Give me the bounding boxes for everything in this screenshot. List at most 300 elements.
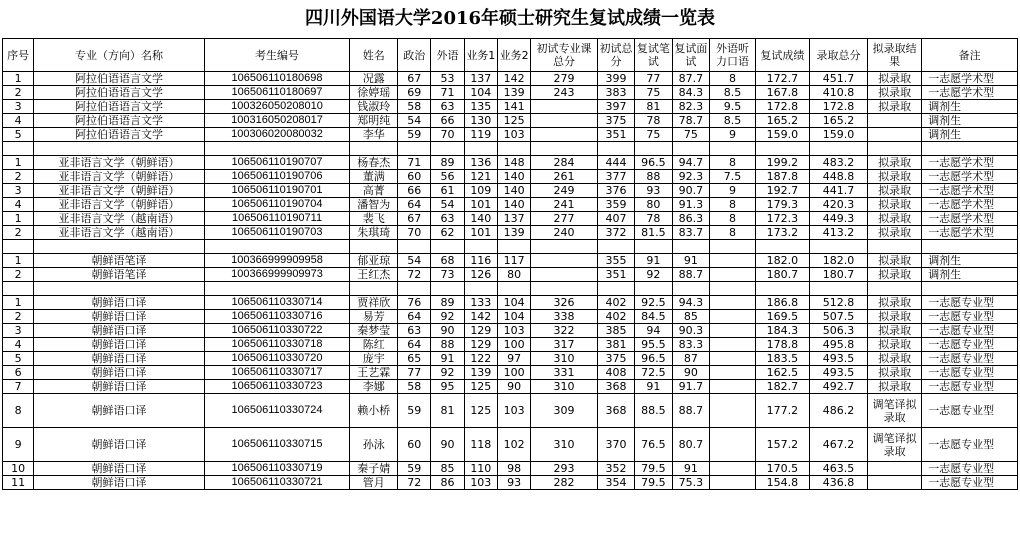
table-cell: 165.2 (755, 114, 809, 128)
table-cell: 59 (398, 128, 431, 142)
table-row (3, 268, 1018, 282)
table-cell: 况露 (350, 72, 398, 86)
table-cell: 293 (531, 462, 598, 476)
table-cell: 拟录取 (868, 212, 922, 226)
table-cell: 朝鲜语口译 (34, 462, 205, 476)
table-cell: 376 (597, 184, 634, 198)
table-cell: 88 (431, 338, 464, 352)
table-cell: 449.3 (809, 212, 867, 226)
table-cell: 调剂生 (922, 114, 1018, 128)
table-cell: 72.5 (635, 366, 672, 380)
table-cell: 507.5 (809, 310, 867, 324)
table-cell: 83.3 (672, 338, 709, 352)
table-cell: 106506110190701 (204, 184, 350, 198)
table-cell: 71 (431, 86, 464, 100)
table-cell: 182.7 (755, 380, 809, 394)
table-cell: 103 (497, 128, 530, 142)
empty-cell (431, 142, 464, 156)
empty-cell (755, 240, 809, 254)
table-cell: 351 (597, 128, 634, 142)
table-cell: 351 (597, 268, 634, 282)
table-cell: 407 (597, 212, 634, 226)
table-cell: 62 (431, 226, 464, 240)
table-cell: 87.7 (672, 72, 709, 86)
table-cell: 拟录取 (868, 254, 922, 268)
table-cell: 91 (635, 380, 672, 394)
table-row (3, 128, 1018, 142)
table-cell: 调剂生 (922, 254, 1018, 268)
table-cell: 103 (464, 476, 497, 490)
table-cell: 秦子婧 (350, 462, 398, 476)
table-cell: 1 (3, 212, 34, 226)
table-cell: 亚非语言文学（越南语） (34, 226, 205, 240)
table-cell: 董满 (350, 170, 398, 184)
table-cell: 王艺霖 (350, 366, 398, 380)
empty-cell (350, 282, 398, 296)
table-cell: 84.5 (635, 310, 672, 324)
table-cell: 80.7 (672, 428, 709, 462)
table-cell: 139 (497, 226, 530, 240)
table-cell (710, 462, 756, 476)
empty-cell (497, 142, 530, 156)
table-cell: 拟录取 (868, 324, 922, 338)
table-cell: 64 (398, 310, 431, 324)
table-cell: 一志愿专业型 (922, 380, 1018, 394)
table-cell: 372 (597, 226, 634, 240)
empty-cell (922, 282, 1018, 296)
empty-cell (497, 282, 530, 296)
table-cell: 92 (431, 366, 464, 380)
table-cell: 朝鲜语口译 (34, 310, 205, 324)
table-cell (710, 324, 756, 338)
table-cell: 92.3 (672, 170, 709, 184)
empty-cell (350, 142, 398, 156)
table-cell: 54 (431, 198, 464, 212)
table-cell: 2 (3, 268, 34, 282)
table-cell: 钱淑玲 (350, 100, 398, 114)
table-row (3, 72, 1018, 86)
table-cell: 420.3 (809, 198, 867, 212)
table-cell: 106506110190703 (204, 226, 350, 240)
table-cell: 53 (431, 72, 464, 86)
table-cell: 368 (597, 394, 634, 428)
table-cell: 3 (3, 324, 34, 338)
column-header: 外语听力口语 (710, 39, 756, 72)
empty-cell (597, 142, 634, 156)
table-cell: 一志愿学术型 (922, 72, 1018, 86)
table-cell: 159.0 (809, 128, 867, 142)
table-cell: 106506110190707 (204, 156, 350, 170)
empty-cell (398, 142, 431, 156)
table-cell: 284 (531, 156, 598, 170)
table-cell: 172.8 (809, 100, 867, 114)
table-row (3, 184, 1018, 198)
table-cell (710, 380, 756, 394)
table-cell: 106506110190706 (204, 170, 350, 184)
table-cell: 朝鲜语口译 (34, 428, 205, 462)
column-header: 复试成绩 (755, 39, 809, 72)
table-cell: 徐婷瑶 (350, 86, 398, 100)
table-row (3, 310, 1018, 324)
table-cell: 58 (398, 380, 431, 394)
table-cell: 100306020080032 (204, 128, 350, 142)
table-cell: 6 (3, 366, 34, 380)
empty-cell (868, 142, 922, 156)
table-cell: 78 (635, 114, 672, 128)
empty-cell (755, 142, 809, 156)
table-cell: 135 (464, 100, 497, 114)
table-cell: 397 (597, 100, 634, 114)
table-cell: 94.3 (672, 296, 709, 310)
table-cell: 463.5 (809, 462, 867, 476)
table-cell: 106506110330715 (204, 428, 350, 462)
table-cell: 101 (464, 226, 497, 240)
table-cell: 调笔译拟录取 (868, 394, 922, 428)
table-cell: 90 (497, 380, 530, 394)
table-cell: 7.5 (710, 170, 756, 184)
table-cell: 4 (3, 338, 34, 352)
table-cell: 一志愿专业型 (922, 428, 1018, 462)
table-cell: 秦梦莹 (350, 324, 398, 338)
empty-cell (710, 240, 756, 254)
table-cell: 91.7 (672, 380, 709, 394)
table-cell (710, 476, 756, 490)
table-cell: 75 (672, 128, 709, 142)
empty-cell (531, 282, 598, 296)
empty-cell (635, 282, 672, 296)
table-cell: 77 (635, 72, 672, 86)
table-cell: 103 (497, 394, 530, 428)
table-cell: 182.0 (809, 254, 867, 268)
table-cell (710, 254, 756, 268)
table-cell: 106506110190704 (204, 198, 350, 212)
table-cell: 100366999909958 (204, 254, 350, 268)
column-header: 专业（方向）名称 (34, 39, 205, 72)
table-cell: 调笔译拟录取 (868, 428, 922, 462)
empty-cell (809, 282, 867, 296)
table-cell: 100316050208017 (204, 114, 350, 128)
table-cell (710, 394, 756, 428)
table-cell: 高菁 (350, 184, 398, 198)
table-cell (710, 366, 756, 380)
empty-cell (204, 142, 350, 156)
table-cell: 165.2 (809, 114, 867, 128)
column-header: 录取总分 (809, 39, 867, 72)
table-cell: 167.8 (755, 86, 809, 100)
table-cell: 54 (398, 114, 431, 128)
table-row (3, 476, 1018, 490)
table-cell: 136 (464, 156, 497, 170)
table-cell: 90 (431, 428, 464, 462)
table-cell: 79.5 (635, 476, 672, 490)
table-cell: 110 (464, 462, 497, 476)
table-cell: 63 (398, 324, 431, 338)
table-cell: 493.5 (809, 352, 867, 366)
table-cell: 322 (531, 324, 598, 338)
table-row (3, 366, 1018, 380)
table-cell: 阿拉伯语语言文学 (34, 114, 205, 128)
table-row (3, 380, 1018, 394)
table-cell: 383 (597, 86, 634, 100)
table-cell: 9.5 (710, 100, 756, 114)
table-cell: 朱琪琦 (350, 226, 398, 240)
table-cell: 142 (497, 72, 530, 86)
table-cell: 一志愿专业型 (922, 338, 1018, 352)
empty-cell (398, 282, 431, 296)
table-cell: 410.8 (809, 86, 867, 100)
table-cell: 8 (710, 226, 756, 240)
table-cell: 148 (497, 156, 530, 170)
table-cell: 朝鲜语口译 (34, 394, 205, 428)
table-cell: 486.2 (809, 394, 867, 428)
table-cell: 88 (635, 170, 672, 184)
table-cell: 91.3 (672, 198, 709, 212)
table-cell: 436.8 (809, 476, 867, 490)
table-cell: 88.7 (672, 394, 709, 428)
column-header: 外语 (431, 39, 464, 72)
table-cell: 106506110330717 (204, 366, 350, 380)
spacer-row (3, 240, 1018, 254)
table-cell: 陈红 (350, 338, 398, 352)
table-cell: 377 (597, 170, 634, 184)
table-cell: 76 (398, 296, 431, 310)
column-header: 业务1 (464, 39, 497, 72)
empty-cell (431, 282, 464, 296)
table-cell (531, 128, 598, 142)
table-cell: 1 (3, 156, 34, 170)
spacer-row (3, 142, 1018, 156)
table-cell: 104 (464, 86, 497, 100)
empty-cell (3, 142, 34, 156)
table-row (3, 338, 1018, 352)
table-cell: 易芳 (350, 310, 398, 324)
empty-cell (635, 240, 672, 254)
table-cell: 拟录取 (868, 338, 922, 352)
table-row (3, 352, 1018, 366)
table-cell: 126 (464, 268, 497, 282)
table-cell: 467.2 (809, 428, 867, 462)
table-cell: 一志愿学术型 (922, 212, 1018, 226)
column-header: 初试总分 (597, 39, 634, 72)
empty-cell (531, 142, 598, 156)
table-cell: 朝鲜语口译 (34, 324, 205, 338)
table-cell: 86.3 (672, 212, 709, 226)
table-cell: 106506110330714 (204, 296, 350, 310)
table-cell: 91 (635, 254, 672, 268)
table-row (3, 212, 1018, 226)
empty-cell (597, 240, 634, 254)
table-cell: 93 (635, 184, 672, 198)
table-cell: 90.3 (672, 324, 709, 338)
table-cell: 177.2 (755, 394, 809, 428)
table-cell: 186.8 (755, 296, 809, 310)
empty-cell (922, 142, 1018, 156)
empty-cell (398, 240, 431, 254)
table-cell: 125 (497, 114, 530, 128)
spacer-row (3, 282, 1018, 296)
table-cell: 180.7 (809, 268, 867, 282)
table-cell: 139 (497, 86, 530, 100)
table-cell: 352 (597, 462, 634, 476)
table-cell: 2 (3, 170, 34, 184)
table-cell: 451.7 (809, 72, 867, 86)
table-cell: 385 (597, 324, 634, 338)
table-cell: 1 (3, 296, 34, 310)
table-cell: 249 (531, 184, 598, 198)
table-cell: 279 (531, 72, 598, 86)
table-cell: 492.7 (809, 380, 867, 394)
table-cell: 3 (3, 184, 34, 198)
table-cell: 李娜 (350, 380, 398, 394)
empty-cell (809, 142, 867, 156)
table-cell: 8 (710, 156, 756, 170)
table-cell: 331 (531, 366, 598, 380)
table-cell: 187.8 (755, 170, 809, 184)
table-cell: 65 (398, 352, 431, 366)
column-header: 复试面试 (672, 39, 709, 72)
table-row (3, 254, 1018, 268)
table-cell (710, 352, 756, 366)
empty-cell (431, 240, 464, 254)
table-cell: 调剂生 (922, 100, 1018, 114)
table-cell: 7 (3, 380, 34, 394)
table-cell: 83.7 (672, 226, 709, 240)
table-cell: 朝鲜语笔译 (34, 254, 205, 268)
table-cell: 92 (431, 310, 464, 324)
empty-cell (922, 240, 1018, 254)
table-cell: 118 (464, 428, 497, 462)
table-cell: 59 (398, 394, 431, 428)
table-row (3, 100, 1018, 114)
table-cell: 183.5 (755, 352, 809, 366)
table-cell: 11 (3, 476, 34, 490)
table-cell: 郑明纯 (350, 114, 398, 128)
empty-cell (672, 282, 709, 296)
table-cell: 89 (431, 156, 464, 170)
table-cell: 117 (497, 254, 530, 268)
table-cell: 朝鲜语口译 (34, 352, 205, 366)
column-header: 考生编号 (204, 39, 350, 72)
table-cell: 调剂生 (922, 128, 1018, 142)
table-cell: 92 (635, 268, 672, 282)
empty-cell (464, 142, 497, 156)
table-cell: 60 (398, 170, 431, 184)
table-cell: 72 (398, 268, 431, 282)
table-cell: 104 (497, 310, 530, 324)
empty-cell (531, 240, 598, 254)
column-header: 初试专业课总分 (531, 39, 598, 72)
table-cell: 一志愿专业型 (922, 366, 1018, 380)
table-cell (531, 254, 598, 268)
table-cell: 90 (672, 366, 709, 380)
table-cell: 2 (3, 310, 34, 324)
table-cell: 一志愿学术型 (922, 198, 1018, 212)
table-cell: 拟录取 (868, 366, 922, 380)
table-cell: 170.5 (755, 462, 809, 476)
table-cell: 483.2 (809, 156, 867, 170)
table-cell: 399 (597, 72, 634, 86)
table-cell: 89 (431, 296, 464, 310)
table-cell: 9 (3, 428, 34, 462)
table-cell: 137 (464, 72, 497, 86)
table-cell: 贾祥欣 (350, 296, 398, 310)
table-body (3, 72, 1018, 490)
table-cell: 80 (497, 268, 530, 282)
table-cell: 199.2 (755, 156, 809, 170)
empty-cell (34, 240, 205, 254)
empty-cell (672, 142, 709, 156)
table-cell: 179.3 (755, 198, 809, 212)
table-cell: 76.5 (635, 428, 672, 462)
table-cell: 一志愿专业型 (922, 310, 1018, 324)
table-cell: 70 (398, 226, 431, 240)
table-cell: 78.7 (672, 114, 709, 128)
table-cell: 154.8 (755, 476, 809, 490)
table-cell: 1 (3, 254, 34, 268)
table-cell: 133 (464, 296, 497, 310)
empty-cell (497, 240, 530, 254)
table-cell: 355 (597, 254, 634, 268)
table-cell: 309 (531, 394, 598, 428)
table-cell (868, 462, 922, 476)
table-cell: 亚非语言文学（朝鲜语） (34, 184, 205, 198)
table-cell: 106506110190711 (204, 212, 350, 226)
table-cell: 85 (431, 462, 464, 476)
column-header: 姓名 (350, 39, 398, 72)
table-cell: 拟录取 (868, 268, 922, 282)
header-row (3, 39, 1018, 72)
table-cell: 75.3 (672, 476, 709, 490)
table-cell: 杨春杰 (350, 156, 398, 170)
table-cell: 100 (497, 366, 530, 380)
table-cell: 5 (3, 128, 34, 142)
table-cell: 121 (464, 170, 497, 184)
table-cell: 69 (398, 86, 431, 100)
table-cell (710, 428, 756, 462)
table-cell (868, 476, 922, 490)
table-cell: 241 (531, 198, 598, 212)
empty-cell (464, 240, 497, 254)
column-header: 拟录取结果 (868, 39, 922, 72)
table-cell: 91 (672, 462, 709, 476)
table-cell: 106506110330721 (204, 476, 350, 490)
table-cell: 59 (398, 462, 431, 476)
table-cell: 140 (497, 198, 530, 212)
table-cell: 91 (431, 352, 464, 366)
table-cell: 140 (497, 184, 530, 198)
empty-cell (809, 240, 867, 254)
table-cell: 493.5 (809, 366, 867, 380)
table-cell: 64 (398, 198, 431, 212)
table-cell: 282 (531, 476, 598, 490)
empty-cell (710, 142, 756, 156)
table-cell: 87 (672, 352, 709, 366)
table-cell: 140 (464, 212, 497, 226)
table-row (3, 394, 1018, 428)
table-cell: 亚非语言文学（朝鲜语） (34, 198, 205, 212)
table-cell: 64 (398, 338, 431, 352)
table-row (3, 198, 1018, 212)
table-cell: 125 (464, 380, 497, 394)
table-cell: 朝鲜语口译 (34, 296, 205, 310)
table-cell (868, 128, 922, 142)
table-cell: 159.0 (755, 128, 809, 142)
table-cell: 91 (672, 254, 709, 268)
table-cell: 86 (431, 476, 464, 490)
table-cell: 106506110330722 (204, 324, 350, 338)
table-cell: 122 (464, 352, 497, 366)
empty-cell (868, 282, 922, 296)
